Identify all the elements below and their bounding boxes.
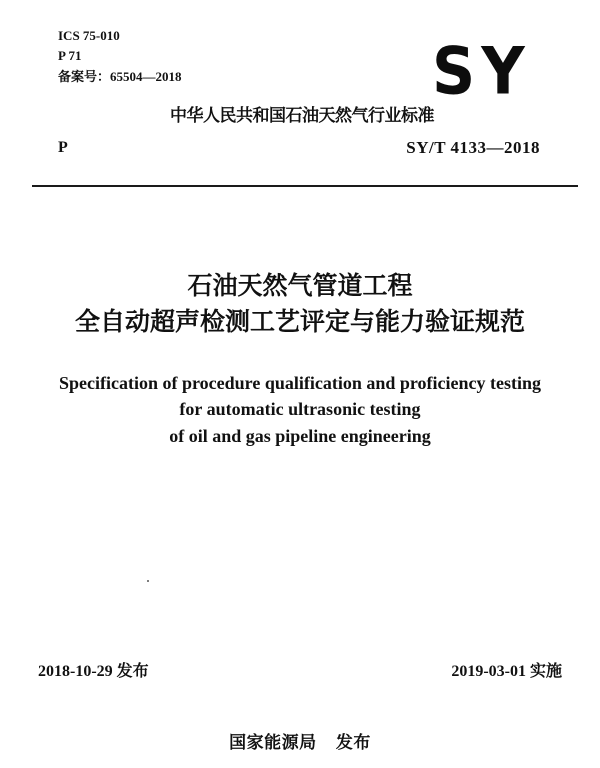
sy-logo: SY bbox=[432, 34, 531, 110]
record-number: 备案号：65504—2018 bbox=[58, 69, 182, 84]
scan-speck bbox=[147, 580, 149, 582]
standard-organization: 中华人民共和国石油天然气行业标准 bbox=[170, 106, 434, 126]
title-english-line-3: of oil and gas pipeline engineering bbox=[169, 426, 431, 446]
title-english-line-1: Specification of procedure qualification and proficiency testing bbox=[59, 373, 541, 393]
category-letter: P bbox=[58, 139, 68, 156]
ics-code: ICS 75-010 bbox=[58, 28, 120, 43]
standard-number: SY/T 4133—2018 bbox=[406, 138, 540, 157]
title-chinese-line-2: 全自动超声检测工艺评定与能力验证规范 bbox=[74, 307, 525, 336]
implementation-date: 2019-03-01 实施 bbox=[451, 663, 562, 680]
issue-date: 2018-10-29 发布 bbox=[38, 663, 149, 680]
title-chinese-line-1: 石油天然气管道工程 bbox=[187, 271, 413, 300]
ccs-code: P 71 bbox=[58, 48, 82, 63]
header-divider bbox=[32, 185, 578, 187]
title-english-line-2: for automatic ultrasonic testing bbox=[179, 399, 421, 419]
issuing-authority: 国家能源局 发布 bbox=[229, 733, 371, 753]
